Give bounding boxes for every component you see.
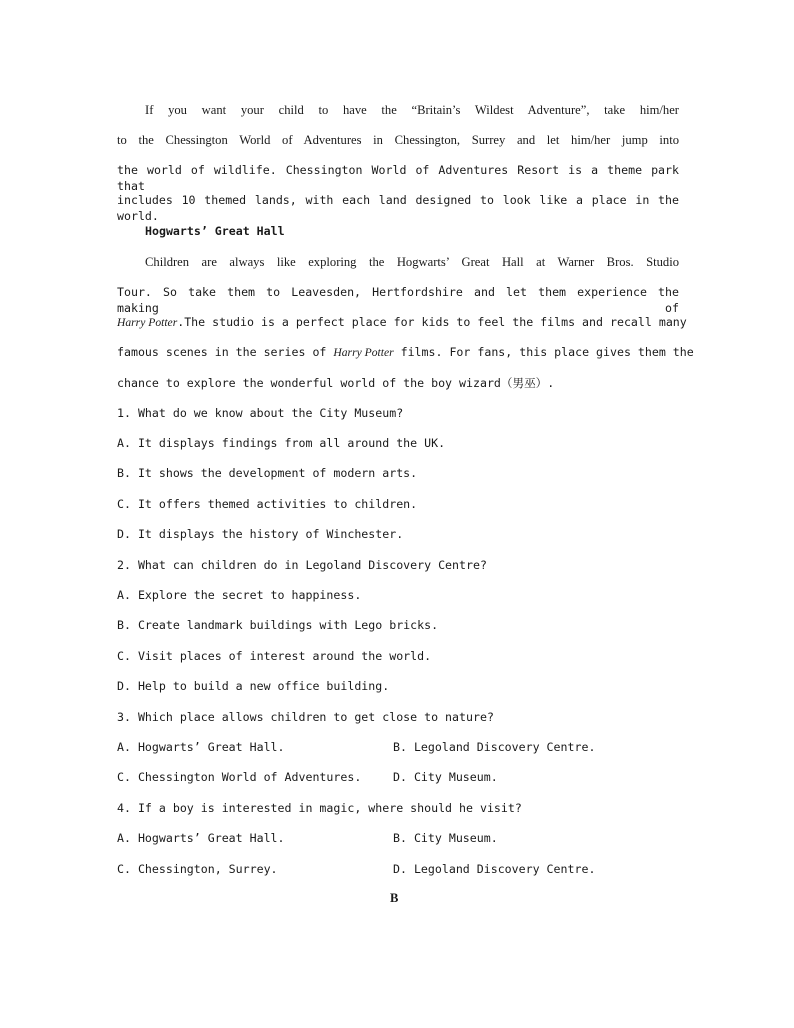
question-option: A. Hogwarts’ Great Hall.	[117, 831, 285, 845]
question-option: A. It displays findings from all around the UK.	[117, 436, 446, 450]
question-option: C. It offers themed activities to children.	[117, 497, 418, 511]
question-option: B. It shows the development of modern arts.	[117, 466, 418, 480]
question-option: A. Hogwarts’ Great Hall.	[117, 740, 285, 754]
passage-p2-line5: chance to explore the wonderful world of the boy wizard（男巫）.	[117, 376, 555, 390]
question-option: A. Explore the secret to happiness.	[117, 588, 362, 602]
question-stem: 2. What can children do in Legoland Discovery Centre?	[117, 558, 487, 572]
question-option: C. Visit places of interest around the world.	[117, 649, 432, 663]
film-title: Harry Potter	[333, 346, 394, 359]
passage-p2-line2: Tour. So take them to Leavesden, Hertfordshire and let them experience the making of	[117, 285, 679, 315]
passage-p2-line3	[117, 314, 687, 331]
passage-p1-line4: includes 10 themed lands, with each land designed to look like a place in the world.	[117, 193, 679, 223]
question-option: B. Create landmark buildings with Lego bricks.	[117, 618, 439, 632]
passage-p2-line4	[117, 344, 694, 361]
question-stem: 3. Which place allows children to get close to nature?	[117, 710, 494, 724]
passage-p1-line2: to the Chessington World of Adventures in Chessington, Surrey and let him/her jump into	[117, 133, 679, 147]
question-option: D. Help to build a new office building.	[117, 679, 390, 693]
question-option: D. Legoland Discovery Centre.	[393, 862, 596, 876]
question-option: B. Legoland Discovery Centre.	[393, 740, 596, 754]
passage-p1-line1: If you want your child to have the “Britain’s Wildest Adventure”, take him/her	[145, 103, 679, 117]
question-option: D. It displays the history of Winchester.	[117, 527, 404, 541]
passage-p2-line3-rest: .The studio is a perfect place for kids to feel the films and recall many	[177, 315, 687, 329]
section-heading: Hogwarts’ Great Hall	[145, 224, 285, 238]
question-option: B. City Museum.	[393, 831, 498, 845]
passage-p1-line3: the world of wildlife. Chessington World of Adventures Resort is a theme park that	[117, 163, 679, 193]
passage-p2-line4-start: famous scenes in the series of	[117, 345, 334, 359]
question-stem: 4. If a boy is interested in magic, where should he visit?	[117, 801, 522, 815]
question-option: D. City Museum.	[393, 770, 498, 784]
question-option: C. Chessington World of Adventures.	[117, 770, 362, 784]
passage-p2-line1: Children are always like exploring the Hogwarts’ Great Hall at Warner Bros. Studio	[145, 255, 679, 269]
section-label: B	[390, 891, 399, 905]
film-title: Harry Potter	[117, 316, 178, 329]
question-option: C. Chessington, Surrey.	[117, 862, 278, 876]
passage-p2-line4-rest: films. For fans, this place gives them the	[393, 345, 694, 359]
question-stem: 1. What do we know about the City Museum?	[117, 406, 404, 420]
